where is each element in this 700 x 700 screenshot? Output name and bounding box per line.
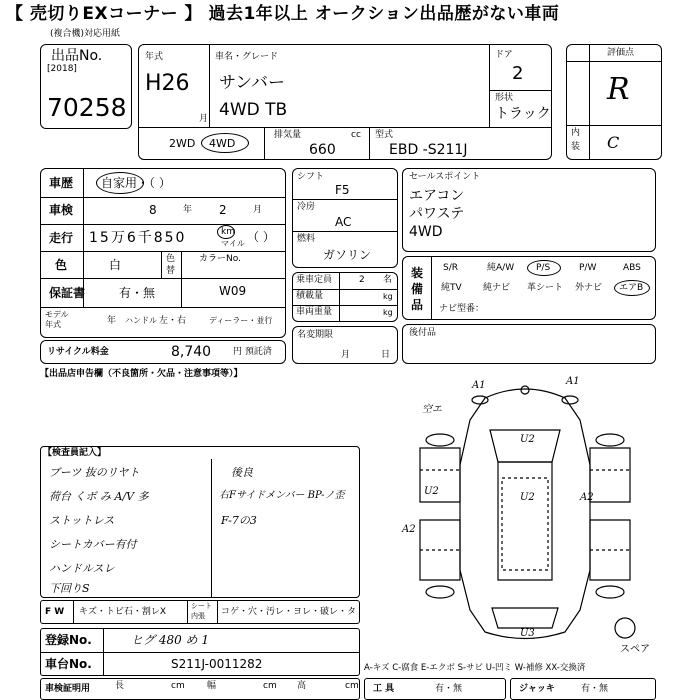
mark-a1-front-left: A1 xyxy=(472,380,486,391)
model-value: EBD -S211J xyxy=(389,142,468,158)
cert-box xyxy=(40,678,360,700)
cert-long: 長 xyxy=(115,681,125,691)
note-right-1: 後良 xyxy=(231,466,253,479)
mileage-km: km xyxy=(221,227,235,237)
load-label: 積載量 xyxy=(296,291,324,301)
history-circle xyxy=(96,172,144,194)
shape-value: トラック xyxy=(495,106,551,122)
jack-label: ジャッキ xyxy=(519,684,555,694)
equip-r1-c2: 純A/W xyxy=(487,263,515,273)
warranty-label: 保証書 xyxy=(49,286,86,300)
sales-point-2: パワステ xyxy=(409,206,465,222)
declaration-label: 【出品店申告欄（不良箇所・欠品・注意事項等）】 xyxy=(40,369,243,379)
year-value: H26 xyxy=(145,71,190,96)
ac-value: AC xyxy=(335,215,352,229)
note-right-3: F-7の3 xyxy=(221,514,257,527)
warranty-value: 有・無 xyxy=(119,286,156,300)
equip-r2-c3: 革シート xyxy=(527,283,564,293)
equip-r2-c5: エアB xyxy=(619,283,644,293)
interior-score: C xyxy=(607,133,620,152)
recycle-unit: 円 預託済 xyxy=(233,347,272,357)
equip-r1-c3: P/S xyxy=(536,263,551,273)
note-left-3: ストットレス xyxy=(49,514,115,527)
interior-label-1: 内 xyxy=(571,128,581,138)
jack-box xyxy=(510,678,656,700)
history-value: 自家用・（ ） xyxy=(101,176,171,190)
vehicle-damage-diagram xyxy=(380,370,670,660)
seat-value: コゲ・穴・汚レ・ヨレ・破レ・タ xyxy=(221,607,357,617)
navi-label: ナビ型番： xyxy=(439,304,485,314)
drive-4wd-circle xyxy=(201,133,249,153)
drive-2wd: 2WD xyxy=(169,137,196,150)
registration-label: 登録No. xyxy=(45,633,92,647)
mark-u2-left: U2 xyxy=(424,486,439,497)
capacity-box xyxy=(292,272,398,322)
after-items-label: 後付品 xyxy=(409,328,437,338)
shift-label: シフト xyxy=(297,172,325,182)
fuel-value: ガソリン xyxy=(323,248,372,262)
sales-points-label: セールスポイント xyxy=(409,172,481,182)
sales-point-3: 4WD xyxy=(409,224,443,240)
equip-ps-circle xyxy=(527,260,561,276)
mileage-paren: （ ） xyxy=(247,230,275,244)
dealer-label: ディーラー・並行 xyxy=(209,316,273,325)
sheet-subnote: (複合機)対応用紙 xyxy=(50,29,121,39)
mark-a2-right: A2 xyxy=(580,492,594,503)
color-change-1: 色 xyxy=(166,254,176,264)
inspection-label: 車検 xyxy=(49,203,74,217)
model-label: 型式 xyxy=(375,130,394,140)
equip-r1-c5: ABS xyxy=(623,263,641,273)
sales-point-1: エアコン xyxy=(409,188,465,204)
mark-u2-bed: U2 xyxy=(520,492,535,503)
inspector-box xyxy=(40,446,360,598)
mark-u3-rear: U3 xyxy=(520,628,535,639)
mileage-km-circle xyxy=(217,225,235,239)
seat-label-2: 内張 xyxy=(191,612,205,620)
inspection-month: 2 xyxy=(219,203,227,217)
color-change-2: 替 xyxy=(166,266,176,276)
mark-note-top: 空エ xyxy=(422,404,442,415)
equipment-box xyxy=(402,256,656,320)
equip-airbag-circle xyxy=(614,280,650,296)
registration-box xyxy=(40,628,360,676)
jack-value: 有・無 xyxy=(581,684,609,694)
weight-unit: kg xyxy=(383,308,393,317)
note-left-5: ハンドルスレ xyxy=(49,562,115,575)
inspector-label: 【検査員記入】 xyxy=(43,448,107,458)
equip-label-3: 品 xyxy=(411,298,424,312)
mark-a1-front-right: A1 xyxy=(566,376,580,387)
equip-r1-c4: P/W xyxy=(579,263,597,273)
name-change-label: 名変期限 xyxy=(297,330,334,340)
chassis-value: S211J-0011282 xyxy=(171,657,263,671)
handle-label: ハンドル xyxy=(125,316,157,325)
month-unit: 月 xyxy=(253,205,263,215)
shift-box xyxy=(292,168,398,268)
lot-label: 出品No. xyxy=(51,48,103,64)
riders-value: 2 xyxy=(359,275,365,285)
lot-year: [2018] xyxy=(47,64,77,74)
note-left-6: 下回りS xyxy=(49,582,90,595)
month-suffix: 月 xyxy=(199,114,209,124)
mileage-mile: マイル xyxy=(221,239,245,248)
fw-value: キズ・トビ石・割レX xyxy=(79,607,166,617)
name-change-month: 月 xyxy=(341,350,351,360)
registration-value: ヒグ 480 め 1 xyxy=(131,633,209,647)
lot-box xyxy=(40,44,132,129)
color-value: 白 xyxy=(109,258,122,272)
grade-score: R xyxy=(607,72,630,107)
legend: A-キズ C-腐食 E-エクボ S-サビ U-凹ミ W-補修 XX-交換済 xyxy=(364,663,586,673)
cc-unit: cc xyxy=(351,130,361,140)
handle-value: 左・右 xyxy=(159,316,187,326)
riders-label: 乗車定員 xyxy=(296,275,333,285)
model-year-unit: 年 xyxy=(107,316,117,326)
recycle-value: 8,740 xyxy=(171,344,212,360)
tools-box xyxy=(364,678,506,700)
car-grade: 4WD TB xyxy=(219,100,288,120)
cert-cm-2: cm xyxy=(263,681,277,691)
equip-r2-c4: 外ナビ xyxy=(575,283,603,293)
fuel-label: 燃料 xyxy=(297,234,316,244)
equip-r1-c1: S/R xyxy=(443,263,458,273)
grade-box xyxy=(566,44,662,160)
cert-cm-1: cm xyxy=(171,681,185,691)
tools-label: 工 具 xyxy=(373,684,395,694)
year-unit: 年 xyxy=(183,205,193,215)
model-year-label-2: 年式 xyxy=(45,320,61,329)
shape-label: 形状 xyxy=(495,93,514,103)
fw-box xyxy=(40,600,360,624)
spare-label: スペア xyxy=(620,644,650,655)
auction-banner: 【 売切りEXコーナー 】 過去1年以上 オークション出品歴がない車両 xyxy=(6,4,560,24)
lot-number: 70258 xyxy=(47,93,127,122)
doors-value: 2 xyxy=(512,63,524,84)
equip-r2-c2: 純ナビ xyxy=(483,283,511,293)
recycle-label: リサイクル料金 xyxy=(47,347,109,357)
doors-label: ドア xyxy=(495,50,513,60)
colorno-value: W09 xyxy=(219,284,247,298)
seat-label-1: シート xyxy=(191,602,212,610)
name-change-day: 日 xyxy=(381,350,391,360)
mark-a2-left: A2 xyxy=(402,524,416,535)
displacement-label: 排気量 xyxy=(274,130,302,140)
fw-label: F W xyxy=(45,607,65,617)
note-left-2: 荷台 くボ み A/V 多 xyxy=(49,490,149,503)
colorno-label: カラーNo. xyxy=(199,254,241,264)
note-left-4: シートカバー有付 xyxy=(49,538,137,551)
cert-width: 幅 xyxy=(207,681,217,691)
equip-label-1: 装 xyxy=(411,266,424,280)
cert-cm-3: cm xyxy=(345,681,359,691)
note-left-1: ブーツ 抜のリヤト xyxy=(49,466,140,479)
vehicle-box xyxy=(138,44,552,160)
name-label: 車名・グレード xyxy=(215,52,279,62)
year-label: 年式 xyxy=(145,52,164,62)
color-label: 色 xyxy=(55,258,68,272)
riders-unit: 名 xyxy=(383,275,393,285)
tools-value: 有・無 xyxy=(435,684,463,694)
note-right-2: 右Fサイドメンバー BP-ノ歪 xyxy=(219,490,345,501)
displacement-value: 660 xyxy=(309,142,336,158)
chassis-label: 車台No. xyxy=(45,657,92,671)
sales-points-box xyxy=(402,168,656,252)
drive-4wd: 4WD xyxy=(209,137,236,150)
grade-label: 評価点 xyxy=(607,48,635,58)
mark-u2-roof: U2 xyxy=(520,434,535,445)
equip-label-2: 備 xyxy=(411,282,424,296)
history-box xyxy=(40,168,286,338)
inspection-year: 8 xyxy=(149,203,157,217)
recycle-box xyxy=(40,340,286,364)
ac-label: 冷房 xyxy=(297,202,316,212)
cert-label: 車検証明用 xyxy=(45,684,91,694)
history-label: 車歴 xyxy=(49,176,74,190)
load-unit: kg xyxy=(383,292,393,301)
model-year-label-1: モデル xyxy=(45,310,69,319)
after-items-box xyxy=(402,324,656,364)
equip-r2-c1: 純TV xyxy=(441,283,462,293)
name-change-box xyxy=(292,326,398,364)
car-name: サンバー xyxy=(219,73,285,93)
mileage-value: 15万6千850 xyxy=(89,230,187,246)
mileage-label: 走行 xyxy=(49,231,74,245)
interior-label-2: 装 xyxy=(571,142,581,152)
shift-value: F5 xyxy=(335,183,350,197)
cert-height: 高 xyxy=(297,681,307,691)
weight-label: 車両重量 xyxy=(296,307,333,317)
